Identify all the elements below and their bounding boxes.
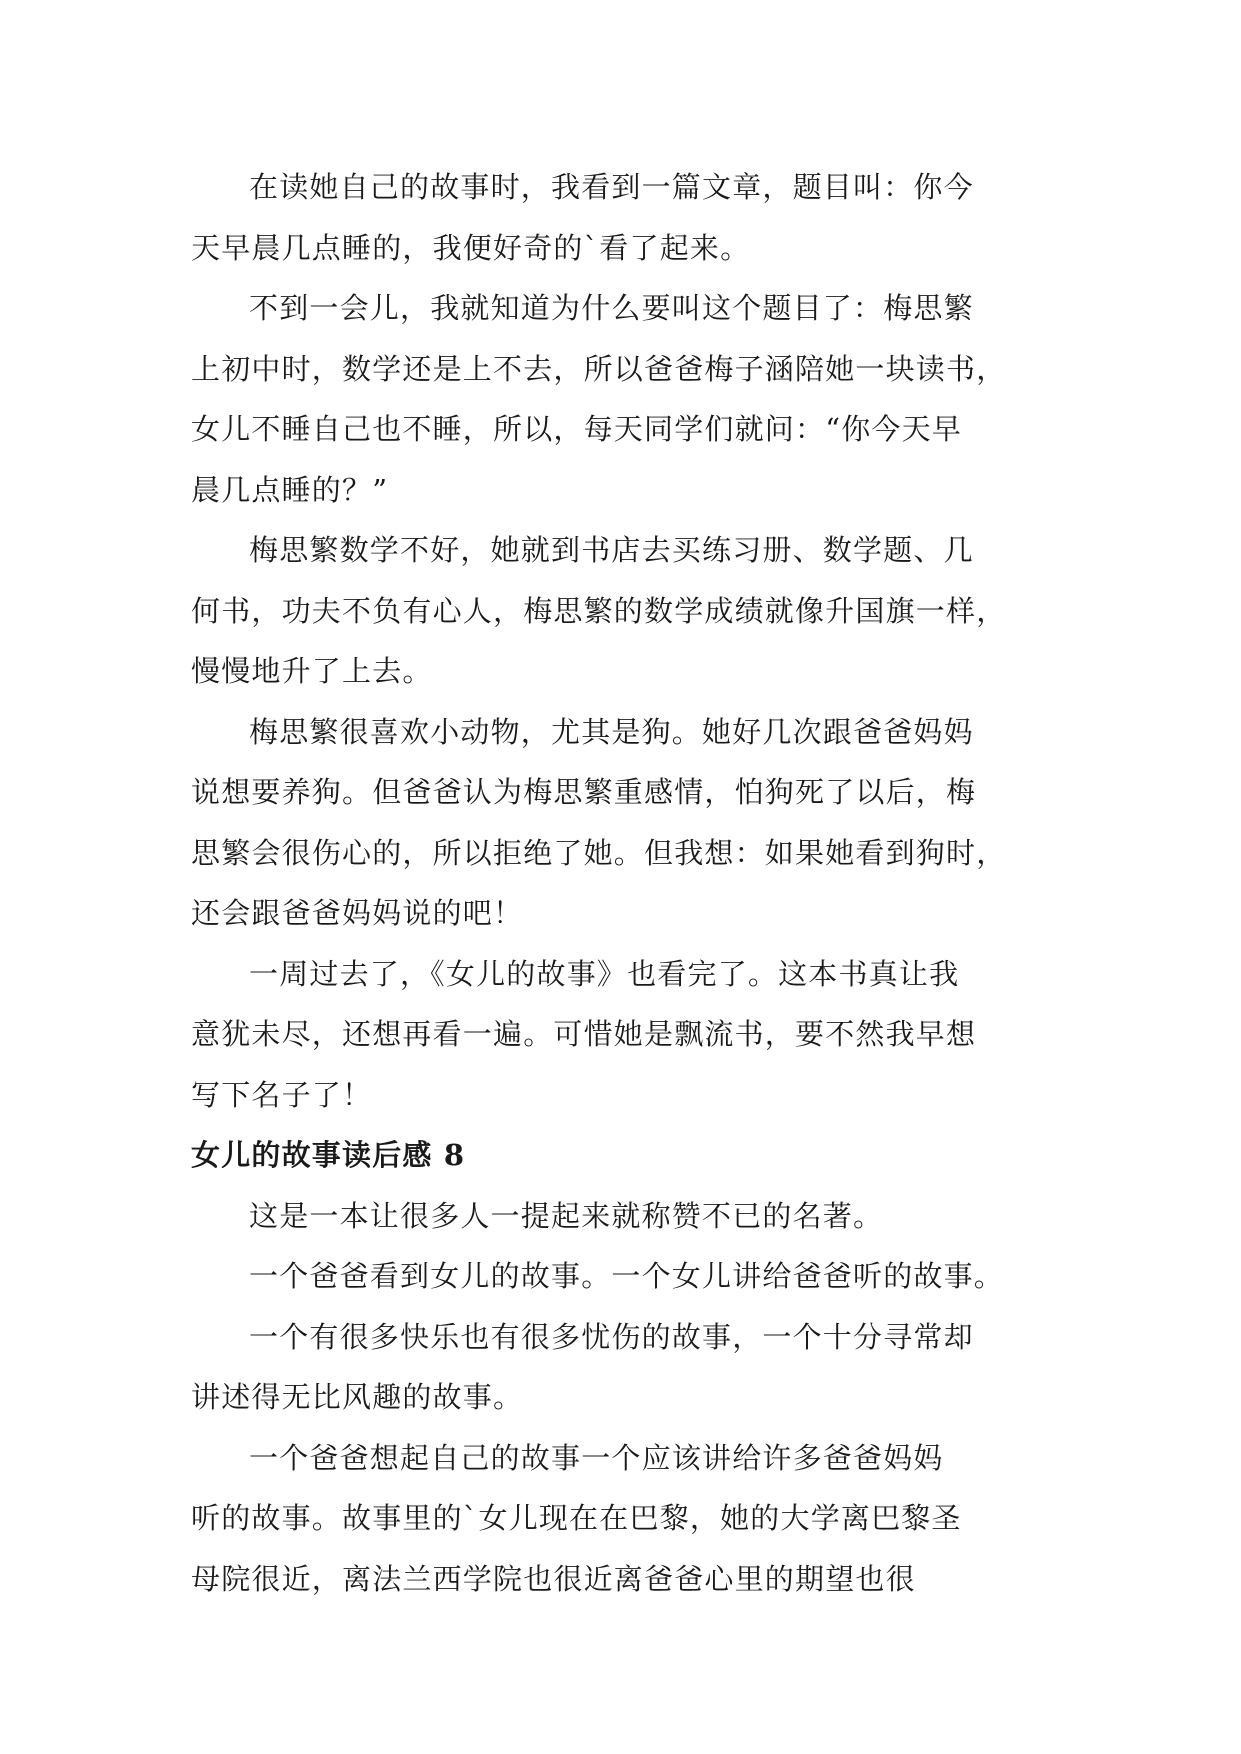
text-line: 一个爸爸看到女儿的故事。一个女儿讲给爸爸听的故事。 [249, 1259, 1005, 1293]
paragraph [191, 702, 1047, 944]
text-line: 上初中时，数学还是上不去，所以爸爸梅子涵陪她一块读书， [191, 351, 1007, 386]
paragraph [191, 1186, 1047, 1247]
text-line: 一周过去了，《女儿的故事》也看完了。这本书真让我 [249, 956, 960, 991]
paragraph [191, 1246, 1047, 1307]
text-line: 写下名子了！ [191, 1077, 373, 1112]
text-line: 在读她自己的故事时，我看到一篇文章，题目叫：你今 [249, 170, 974, 204]
text-line: 意犹未尽，还想再看一遍。可惜她是飘流书，要不然我早想 [191, 1017, 977, 1051]
text-line: 天早晨几点睡的，我便好奇的`看了起来。 [191, 230, 751, 265]
text-line: 一个爸爸想起自己的故事一个应该讲给许多爸爸妈妈 [249, 1440, 944, 1475]
text-line: 听的故事。故事里的`女儿现在在巴黎，她的大学离巴黎圣 [191, 1501, 962, 1535]
paragraph [191, 520, 1047, 702]
paragraph [191, 278, 1047, 520]
text-line: 梅思繁很喜欢小动物，尤其是狗。她好几次跟爸爸妈妈 [249, 714, 974, 749]
paragraph [191, 1428, 1047, 1610]
paragraph [191, 944, 1047, 1126]
paragraph [191, 157, 1047, 278]
text-line: 女儿不睡自己也不睡，所以，每天同学们就问：“你今天早 [191, 412, 963, 446]
text-line: 这是一本让很多人一提起来就称赞不已的名著。 [249, 1198, 884, 1233]
text-line: 讲述得无比风趣的故事。 [191, 1380, 524, 1414]
text-line: 何书，功夫不负有心人，梅思繁的数学成绩就像升国旗一样， [191, 593, 1007, 628]
text-line: 母院很近，离法兰西学院也很近离爸爸心里的期望也很 [191, 1561, 916, 1596]
text-line: 思繁会很伤心的，所以拒绝了她。但我想：如果她看到狗时， [191, 835, 1007, 870]
text-line: 还会跟爸爸妈妈说的吧！ [191, 896, 524, 930]
text-line: 不到一会儿，我就知道为什么要叫这个题目了：梅思繁 [249, 291, 974, 325]
text-line: 梅思繁数学不好，她就到书店去买练习册、数学题、几 [249, 533, 974, 567]
text-line: 一个有很多快乐也有很多忧伤的故事，一个十分寻常却 [249, 1319, 974, 1354]
document-body [191, 157, 1047, 1609]
text-line: 晨几点睡的？” [191, 472, 389, 507]
text-line: 慢慢地升了上去。 [191, 654, 433, 688]
paragraph [191, 1307, 1047, 1428]
text-line: 说想要养狗。但爸爸认为梅思繁重感情，怕狗死了以后，梅 [191, 775, 977, 809]
section-heading: 女儿的故事读后感 8 [191, 1138, 466, 1172]
